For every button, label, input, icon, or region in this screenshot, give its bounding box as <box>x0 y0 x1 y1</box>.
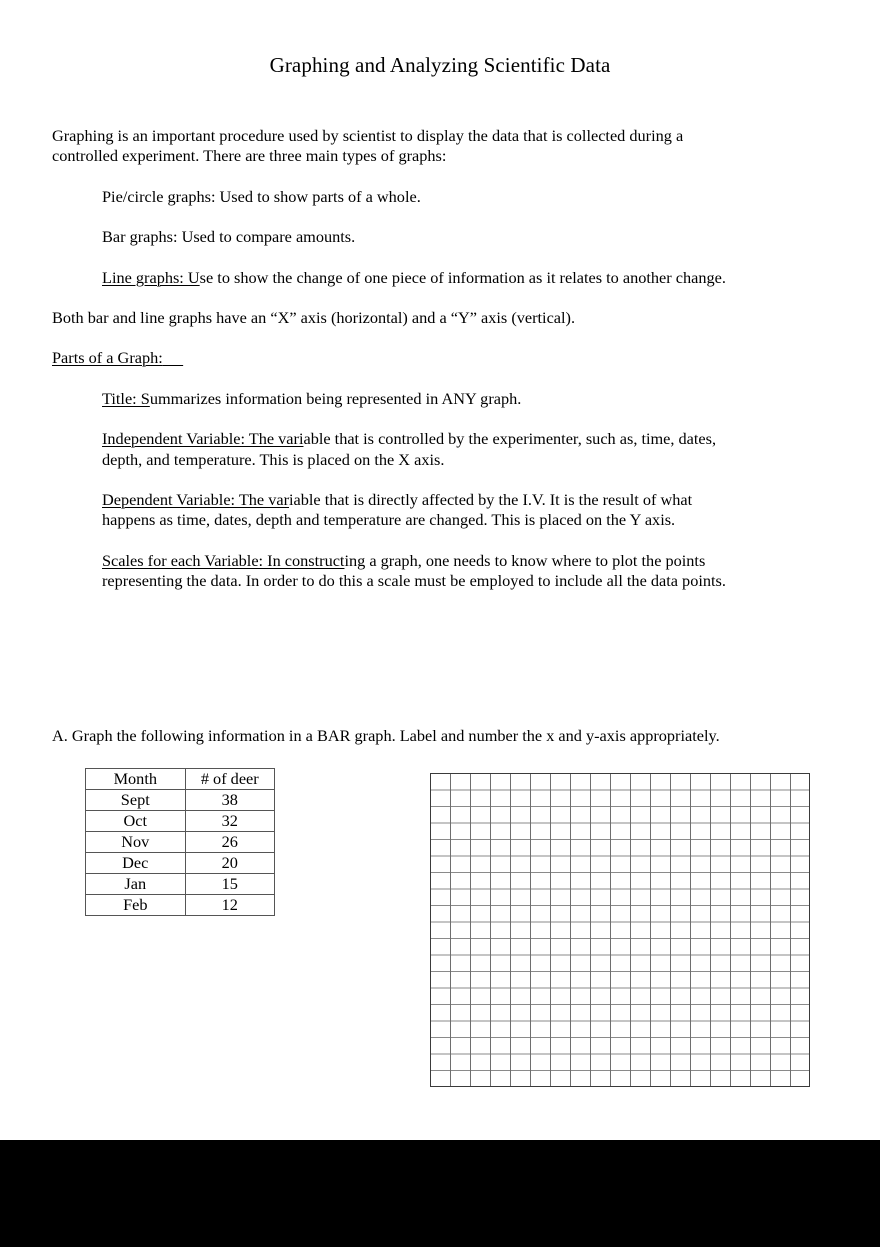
cell-month: Oct <box>86 811 186 832</box>
table-header-row <box>86 769 275 790</box>
part-dependent-variable-underlined: Dependent Variable: The var <box>102 490 290 510</box>
axes-note: Both bar and line graphs have an “X” axis (horizontal) and a “Y” axis (vertical). <box>52 308 576 328</box>
part-title-text: ummarizes information being represented in ANY graph. <box>149 388 522 408</box>
part-scales-text: ing a graph, one needs to know where to plot the points representing the data. In order to do this a scale must be employed to include all the data points. <box>102 550 726 591</box>
table-header <box>86 769 275 790</box>
part-independent-variable <box>52 429 752 449</box>
part-scales-underlined: Scales for each Variable: In construct <box>102 550 345 570</box>
spacer <box>52 409 752 429</box>
spacer <box>52 328 752 348</box>
table-row <box>86 895 275 916</box>
column-header-month: Month <box>86 769 186 790</box>
part-independent-variable-text: able that is controlled by the experimenter, such as, time, dates, <box>303 429 717 449</box>
cell-deer: 12 <box>185 895 274 916</box>
spacer <box>52 531 752 551</box>
part-scales <box>52 551 752 592</box>
parts-of-graph-heading-text: Parts of a Graph: <box>52 348 163 368</box>
cell-month: Nov <box>86 832 186 853</box>
parts-of-graph-heading-rule <box>163 348 183 367</box>
page-bottom-black-band <box>0 1140 880 1247</box>
table-row <box>86 790 275 811</box>
cell-month: Dec <box>86 853 186 874</box>
cell-month: Sept <box>86 790 186 811</box>
spacer <box>52 369 752 389</box>
cell-deer: 32 <box>185 811 274 832</box>
spacer <box>52 470 752 490</box>
graph-type-pie: Pie/circle graphs: Used to show parts of a whole. <box>102 186 421 206</box>
column-header-deer: # of deer <box>185 769 274 790</box>
spacer <box>52 207 752 227</box>
graph-type-line <box>52 268 752 288</box>
table-body <box>86 790 275 916</box>
document-body <box>52 126 752 592</box>
deer-data-table <box>85 768 275 916</box>
graph-type-line-text: se to show the change of one piece of information as it relates to another change. <box>199 267 726 287</box>
question-a: A. Graph the following information in a BAR graph. Label and number the x and y-axis appropriately. <box>52 726 720 746</box>
part-title-underlined: Title: S <box>102 388 150 408</box>
part-independent-variable-underlined: Independent Variable: The vari <box>102 429 304 449</box>
table-row <box>86 832 275 853</box>
graph-type-bar: Bar graphs: Used to compare amounts. <box>102 227 356 247</box>
cell-deer: 15 <box>185 874 274 895</box>
part-dependent-variable-text: iable that is directly affected by the I.V. It is the result of what <box>289 490 693 510</box>
spacer <box>52 248 752 268</box>
cell-deer: 26 <box>185 832 274 853</box>
part-dependent-variable <box>52 490 752 510</box>
part-dependent-variable-continuation: happens as time, dates, depth and temperature are changed. This is placed on the Y axis. <box>102 510 676 530</box>
cell-deer: 38 <box>185 790 274 811</box>
spacer <box>52 167 752 187</box>
spacer <box>52 288 752 308</box>
cell-month: Feb <box>86 895 186 916</box>
table-row <box>86 874 275 895</box>
part-title <box>52 389 752 409</box>
cell-deer: 20 <box>185 853 274 874</box>
cell-month: Jan <box>86 874 186 895</box>
table-row <box>86 853 275 874</box>
table-row <box>86 811 275 832</box>
graph-type-line-underlined: Line graphs: U <box>102 267 200 287</box>
intro-paragraph: Graphing is an important procedure used by scientist to display the data that is collected during a controlled experiment. There are three main types of graphs: <box>52 126 684 166</box>
blank-graph-grid[interactable] <box>430 773 810 1087</box>
page-title: Graphing and Analyzing Scientific Data <box>269 53 611 77</box>
part-independent-variable-continuation: depth, and temperature. This is placed on the X axis. <box>102 449 445 469</box>
parts-of-graph-heading <box>52 348 752 368</box>
